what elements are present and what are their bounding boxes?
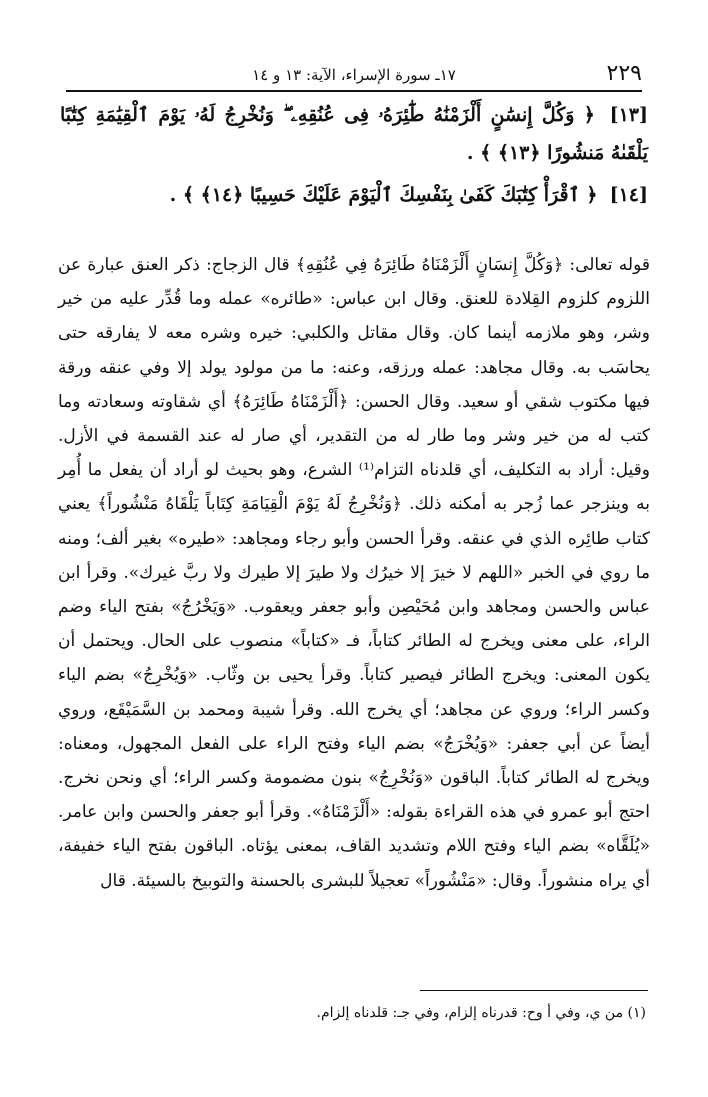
quran-verses xyxy=(60,96,648,214)
page-number: ٢٢٩ xyxy=(606,61,642,86)
verse-number: [١٤] xyxy=(609,184,648,206)
running-head: ١٧ـ سورة الإسراء، الآية: ١٣ و ١٤ xyxy=(252,66,456,84)
footnote: (١) من ي، وفي أ وح: قدرناه إلزام، وفي جـ: قلدناه إلزام. xyxy=(316,1005,646,1021)
page-header xyxy=(66,60,642,92)
verse-text: ﴿ ٱقْرَأْ كِتَٰبَكَ كَفَىٰ بِنَفْسِكَ ٱلْيَوْمَ عَلَيْكَ حَسِيبًا ﴿١٤﴾ ﴾ . xyxy=(169,184,598,206)
verse-number: [١٣] xyxy=(609,104,648,126)
commentary-paragraph: قوله تعالى: ﴿وَكُلَّ إِنسَانٍ أَلْزَمْنَاهُ طَائِرَهُ فِي عُنُقِهِ﴾ قال الزجاج: ذكر العنق عبارة عن اللزوم كلزوم القِلادة للعنق. وقال ابن عباس: «طائره» عمله وما قُدِّر عليه من خير وشر، وهو ملازمه أينما كان. وقال مقاتل والكلبي: خيره وشره معه لا يفارقه حتى يحاسَب به. وقال مجاهد: عمله ورزقه، وعنه: ما من مولود يولد إلا وفي عنقه ورقة فيها مكتوب شقي أو سعيد. وقال الحسن: ﴿أَلْزَمْنَاهُ طَائِرَهُ﴾ أي شقاوته وسعادته وما كتب له من خير وشر وما طار له من التقدير، أي صار له عند القسمة في الأزل. وقيل: أراد به التكليف، أي قلدناه التزام⁽¹⁾ الشرع، وهو بحيث لو أراد أن يفعل ما أُمِر به وينزجر عما زُجر به أمكنه ذلك. ﴿وَنُخْرِجُ لَهُ يَوْمَ الْقِيَامَةِ كِتَاباً يَلْقَاهُ مَنْشُوراً﴾ يعني كتاب طائِره الذي في عنقه. وقرأ الحسن وأبو رجاء ومجاهد: «طيره» بغير ألف؛ ومنه ما روي في الخبر «اللهم لا خيرَ إلا خيرُك ولا طيرَ إلا طيرك ولا ربَّ غيرك». وقرأ ابن عباس والحسن ومجاهد وابن مُحَيْصِن وأبو جعفر ويعقوب. «وَيَخْرُجُ» بفتح الياء وضم الراء، على معنى ويخرج له الطائر كتاباً، فـ «كتاباً» منصوب على الحال. ويحتمل أن يكون المعنى: ويخرج الطائر فيصير كتاباً. وقرأ يحيى بن وثّاب. «وَيُخْرِجُ» بضم الياء وكسر الراء؛ وروي عن مجاهد؛ أي يخرج الله. وقرأ شيبة ومحمد بن السَّمَيْقَع، وروي أيضاً عن أبي جعفر: «وَيُخْرَجُ» بضم الياء وفتح الراء على الفعل المجهول، ومعناه: ويخرج له الطائر كتاباً. الباقون «وَنُخْرِجُ» بنون مضمومة وكسر الراء؛ أي ونحن نخرج. احتج أبو عمرو في هذه القراءة بقوله: «أَلْزَمْنَاهُ». وقرأ أبو جعفر والحسن وابن عامر. «يُلَقَّاه» بضم الياء وفتح اللام وتشديد القاف، بمعنى يؤتاه. الباقون بفتح الياء خفيفة، أي يراه منشوراً. وقال: «مَنْشُوراً» تعجيلاً للبشرى بالحسنة والتوبيخ بالسيئة. قال xyxy=(58,255,651,891)
verse-text: ﴿ وَكُلَّ إِنسَٰنٍ أَلْزَمْنَٰهُ طَٰٓئِرَهُۥ فِى عُنُقِهِۦ ۖ وَنُخْرِجُ لَهُۥ يَوْمَ ٱلْقِيَٰمَةِ كِتَٰبًا يَلْقَىٰهُ مَنشُورًا ﴿١٣﴾ ﴾ . xyxy=(60,104,648,164)
commentary xyxy=(58,248,650,898)
verse-13 xyxy=(60,96,648,172)
footnote-divider xyxy=(420,990,648,991)
verse-14 xyxy=(60,176,648,214)
